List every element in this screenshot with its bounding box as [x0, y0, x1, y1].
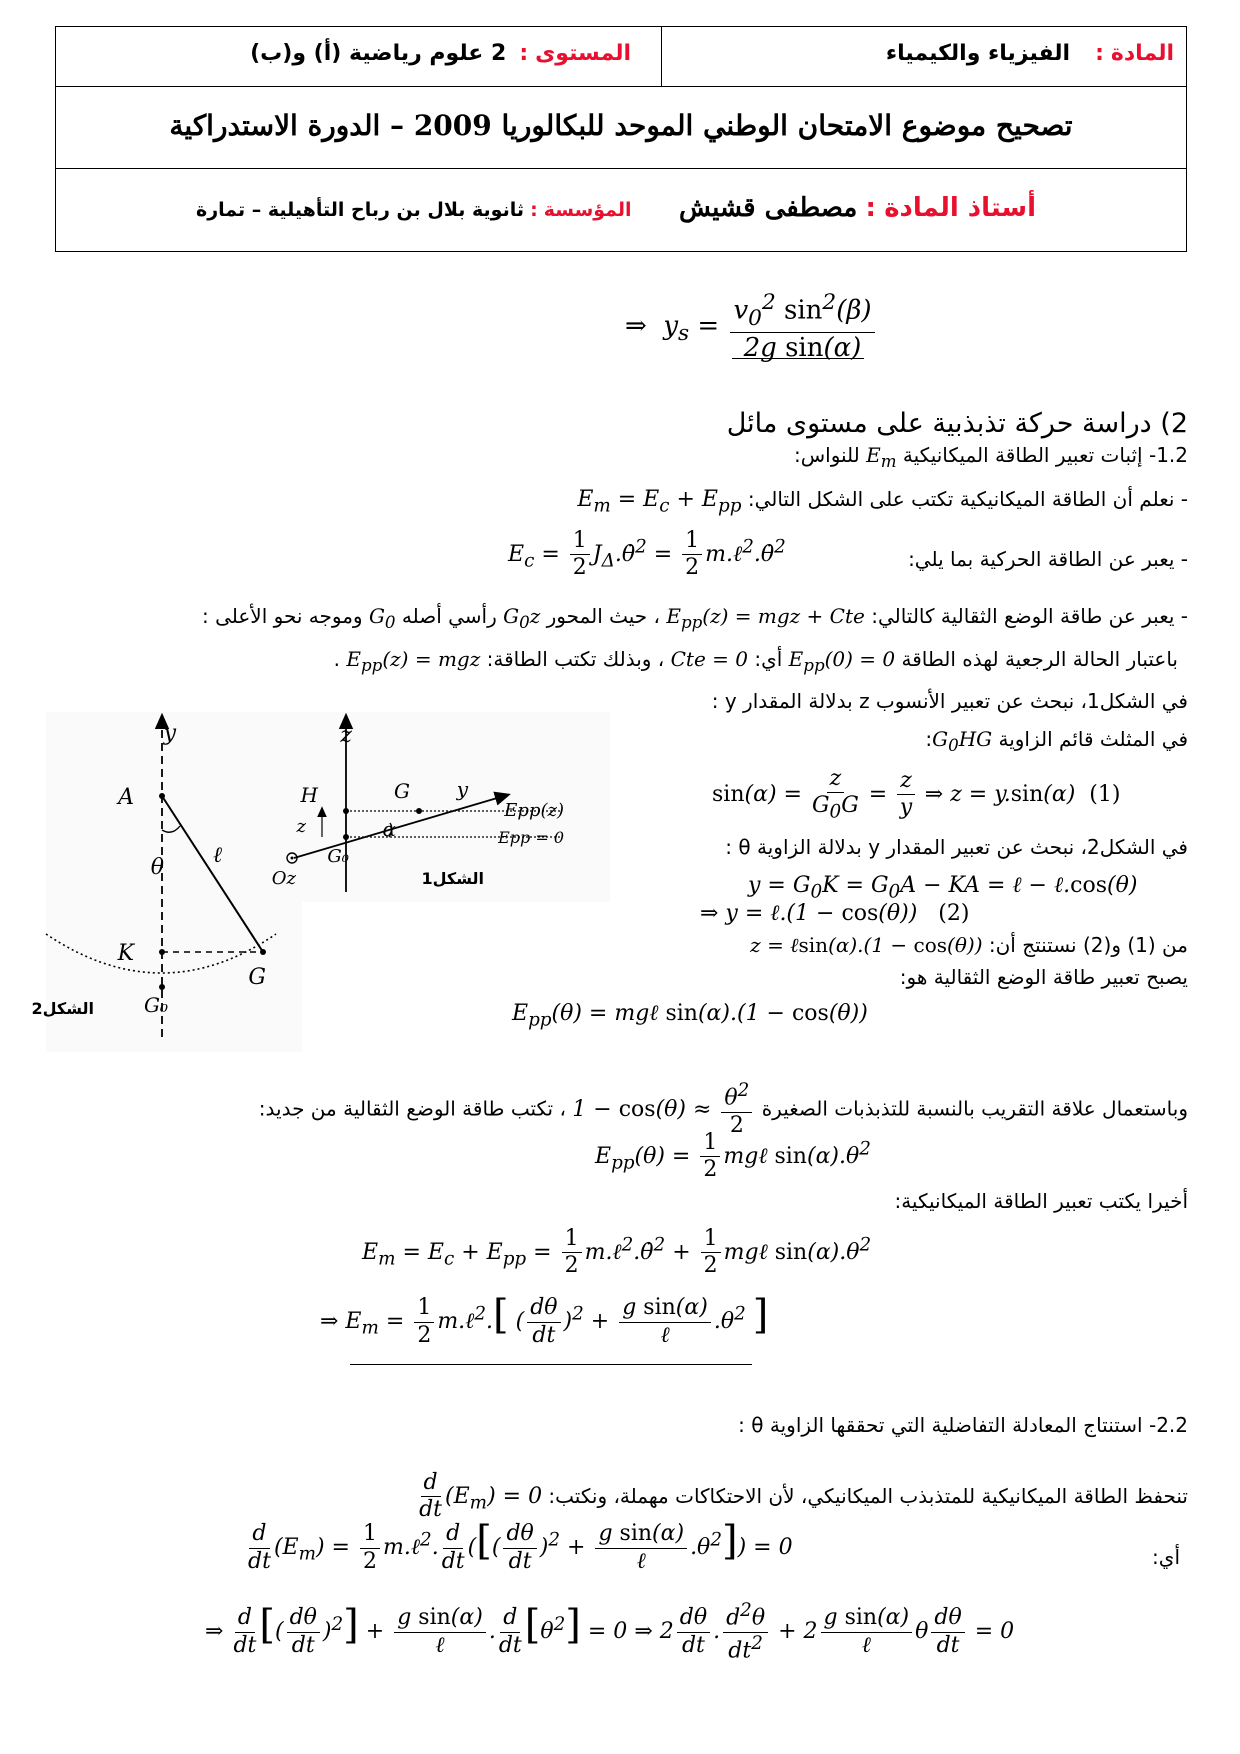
fig1-label-z-axis: z	[340, 723, 352, 748]
fig1-caption: الشكل1	[421, 869, 484, 888]
header-table	[55, 26, 1187, 252]
fig2-caption: الشكل2	[31, 999, 94, 1018]
point-H	[343, 808, 349, 814]
formula-2a: $y = G_0K = G_0A$ − KA = ℓ − ℓ.cos(θ)	[748, 873, 1138, 903]
teacher-field: أستاذ المادة : مصطفى قشيش	[678, 193, 1036, 223]
subject-value: الفيزياء والكيمياء	[885, 41, 1071, 66]
figure-1	[272, 712, 610, 902]
para-11: أخيرا يكتب تعبير الطاقة الميكانيكية:	[894, 1189, 1188, 1213]
fig2-label-A: A	[118, 785, 134, 810]
formula-2b: ⇒ y = ℓ.(1 − cos(θ)) (2)	[700, 901, 970, 926]
para-1: - نعلم أن الطاقة الميكانيكية تكتب على الشكل التالي: $E_m = E_c + E_{pp}$	[577, 487, 1188, 517]
formula-deriv-2: ⇒ $\frac{d}{dt}$ [( $\frac{d\theta}{dt}$ )$^2$] + $\frac{\text{g sin(α)}}{\text{ℓ}}$ . $\frac{d}{dt}$ $[\theta^2] = 0$ ⇒ 2 $\frac{d\theta}{dt}$ . $\frac{d^2\theta}{dt^2}$ + 2 $\frac{\text{g sin(α)}}{\text{ℓ}}$ θ $\frac{d\theta}{dt}$ = 0	[205, 1600, 1015, 1664]
para-2: - يعبر عن الطاقة الحركية بما يلي:	[908, 547, 1188, 571]
fig2-label-G: G	[248, 965, 266, 990]
subject-field: المادة : الفيزياء والكيمياء	[885, 41, 1174, 66]
header-divider	[661, 27, 662, 87]
fig2-label-l: ℓ	[212, 843, 222, 868]
para-13: أي:	[1152, 1545, 1180, 1569]
figures	[31, 712, 674, 1052]
fig1-label-z: z	[296, 816, 306, 837]
level-value: 2 علوم رياضية (أ) و(ب)	[250, 41, 507, 66]
header-row-2	[56, 87, 1186, 169]
school-value: ثانوية بلال بن رباح التأهيلية – تمارة	[196, 199, 525, 221]
para-6: في المثلث قائم الزاوية $G_0HG$:	[925, 727, 1188, 755]
q22-title: 2.2- استنتاج المعادلة التفاضلية التي تحققها الزاوية θ :	[738, 1413, 1188, 1437]
point-K	[159, 949, 165, 955]
formula-epp-theta: $E_{pp}(\theta)$ = mgℓ sin(α).(1 − cos(θ))	[512, 1001, 868, 1031]
point-G	[260, 949, 266, 955]
point-G0	[159, 984, 165, 990]
para-10: وباستعمال علاقة التقريب بالنسبة للتذبذبات الصغيرة 1 − cos(θ) ≈ $\frac{\theta^2}{2}$ ، تكتب طاقة الوضع الثقالية من جديد:	[258, 1080, 1188, 1138]
formula-em-2: ⇒ $E_m$ = $\frac{1}{2}$ m.ℓ$^2$.[ ( $\frac{d\theta}{dt}$ )$^2$ + $\frac{\text{g sin(α)}}{\text{ℓ}}$ $.\theta^2$ ]	[320, 1292, 769, 1348]
para-8: من (1) و(2) نستنتج أن: z = ℓsin(α).(1 − cos(θ))	[750, 933, 1188, 957]
header-row-1	[56, 27, 1186, 87]
para-3: - يعبر عن طاقة الوضع الثقالية كالتالي: $E_{pp}(z)$ = mgz + Cte ، حيث المحور $G_0z$ رأسي أصله $G_0$ وموجه نحو الأعلى :	[201, 604, 1188, 632]
formula-ec: $E_c$ = $\frac{1}{2}$ $J_\Delta.\thetȧ^2$ = $\frac{1}{2}$ m.ℓ$^2$.θ̇$^2$	[508, 528, 786, 581]
fig2-label-y: y	[163, 721, 176, 746]
fig2-label-theta: θ	[150, 855, 164, 880]
formula-epp-approx: $E_{pp}(\theta)$ = $\frac{1}{2}$ mgℓ $\sin(\alpha).\theta^2$	[595, 1130, 871, 1183]
q21-title: 1.2- إثبات تعبير الطاقة الميكانيكية $E_m$ للنواس:	[793, 443, 1188, 471]
fig1-label-y: y	[456, 777, 468, 801]
para-7: في الشكل2، نبحث عن تعبير المقدار y بدلالة الزاوية θ :	[725, 835, 1188, 859]
para-12: تنحفظ الطاقة الميكانيكية للمتذبذب الميكانيكي، لأن الاحتكاكات مهملة، ونكتب: $\frac{d}{dt}$ $(E_m) = 0$	[419, 1470, 1188, 1523]
teacher-value: مصطفى قشيش	[678, 193, 858, 223]
fig1-label-G: G	[394, 779, 410, 803]
ys-underline	[732, 358, 864, 359]
formula-em-1: $E_m = E_c + E_{pp}$ = $\frac{1}{2}$ m.ℓ$^2$.θ̇$^2$ + $\frac{1}{2}$ mgℓ $\sin(\alpha).\theta^2$	[362, 1226, 872, 1279]
fig1-label-epp-z: Epp(z)	[504, 800, 564, 821]
para-5: في الشكل1، نبحث عن تعبير الأنسوب z بدلالة المقدار y :	[711, 689, 1188, 713]
level-field: المستوى : 2 علوم رياضية (أ) و(ب)	[250, 41, 631, 66]
school-label: المؤسسة	[543, 199, 632, 221]
formula-1: sin(α) = $\frac{z}{G_0G}$ = $\frac{z}{y}$ ⇒ z = y.sin(α) (1)	[712, 766, 1121, 823]
point-G0-fig1	[343, 834, 349, 840]
school-field: المؤسسة : ثانوية بلال بن رباح التأهيلية – تمارة	[196, 199, 632, 221]
fig2-label-K: K	[117, 941, 134, 966]
para-9: يصبح تعبير طاقة الوضع الثقالية هو:	[899, 965, 1188, 989]
fig2-label-G0: G₀	[144, 993, 168, 1017]
page-title: تصحيح موضوع الامتحان الوطني الموحد للبكالوريا 2009 – الدورة الاستدراكية	[169, 109, 1073, 142]
subject-label: المادة	[1110, 41, 1174, 66]
para-4: باعتبار الحالة الرجعية لهذه الطاقة $E_{pp}(0) = 0$ أي: Cte = 0 ، وبذلك تكتب الطاقة: $E_{pp}(z)$ = mgz .	[333, 647, 1178, 675]
fig1-label-alpha: α	[382, 817, 396, 841]
point-A	[159, 793, 165, 799]
header-row-3	[56, 169, 1186, 251]
level-label: المستوى	[535, 41, 631, 66]
fig1-label-G0: G₀	[327, 846, 349, 867]
fig1-label-epp-0: Epp = 0	[498, 828, 564, 847]
point-G-fig1	[416, 808, 422, 814]
fig1-label-Oz: Oz	[271, 868, 296, 889]
formula-ys: ⇒ $y_s$ = $\frac{v_0^2 \sin^2(\beta)}{\text{2g sin(α)}}$	[625, 290, 878, 364]
figure-2	[32, 712, 303, 1052]
fig1-label-H: H	[300, 783, 318, 807]
section-title: 2) دراسة حركة تذبذبية على مستوى مائل	[726, 408, 1188, 439]
em-underline	[350, 1364, 752, 1365]
teacher-label: أستاذ المادة	[884, 193, 1036, 223]
formula-deriv-1: $\frac{d}{dt}$ $(E_m)$ = $\frac{1}{2}$ m.ℓ$^2$. $\frac{d}{dt}$ ([( $\frac{d\theta}{dt}$ )$^2$ + $\frac{\text{g sin(α)}}{\text{ℓ}}$ $.\theta^2]) = 0$	[248, 1518, 793, 1574]
